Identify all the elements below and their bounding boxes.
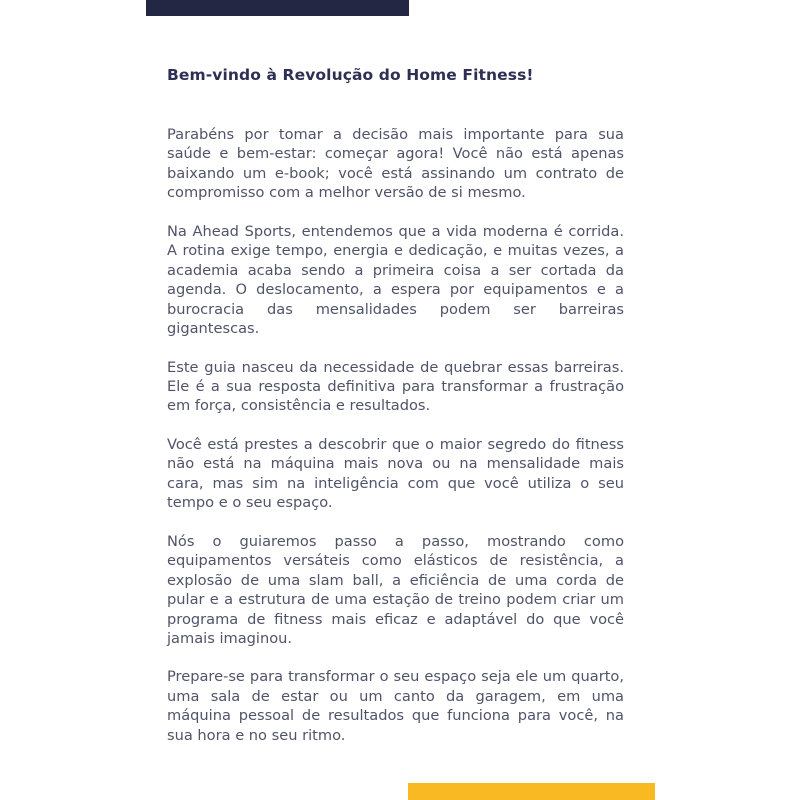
ebook-page-content: [167, 66, 624, 745]
bottom-accent-bar: [408, 783, 655, 800]
top-accent-bar: [146, 0, 409, 16]
paragraph-equipment: Nós o guiaremos passo a passo, mostrando como equipamentos versáteis como elásticos de resistência, a explosão de uma slam ball, a eficiência de uma corda de pular e a estrutura de uma estação de treino podem criar um programa de fitness mais eficaz e adaptável do que você jamais imaginou.: [167, 532, 624, 647]
paragraph-prepare: Prepare-se para transformar o seu espaço seja ele um quarto, uma sala de estar ou um canto da garagem, em uma máquina pessoal de resultados que funciona para você, na sua hora e no seu ritmo.: [167, 668, 624, 744]
paragraph-guide-origin: Este guia nasceu da necessidade de quebrar essas barreiras. Ele é a sua resposta definitiva para transformar a frustração em força, consistência e resultados.: [167, 358, 624, 415]
paragraph-ahead-sports: Na Ahead Sports, entendemos que a vida moderna é corrida. A rotina exige tempo, energia e dedicação, e muitas vezes, a academia acaba sendo a primeira coisa a ser cortada da agenda. O deslocamento, a espera por equipamentos e a burocracia das mensalidades podem ser barreiras gigantescas.: [167, 222, 624, 338]
page-title: Bem-vindo à Revolução do Home Fitness!: [167, 66, 534, 84]
paragraph-fitness-secret: Você está prestes a descobrir que o maior segredo do fitness não está na máquina mais nova ou na mensalidade mais cara, mas sim na inteligência com que você utiliza o seu tempo e o seu espaço.: [167, 435, 624, 512]
paragraph-intro: Parabéns por tomar a decisão mais importante para sua saúde e bem-estar: começar agora! Você não está apenas baixando um e-book; você está assinando um contrato de compromisso com a melhor versão de si mesmo.: [167, 126, 624, 202]
